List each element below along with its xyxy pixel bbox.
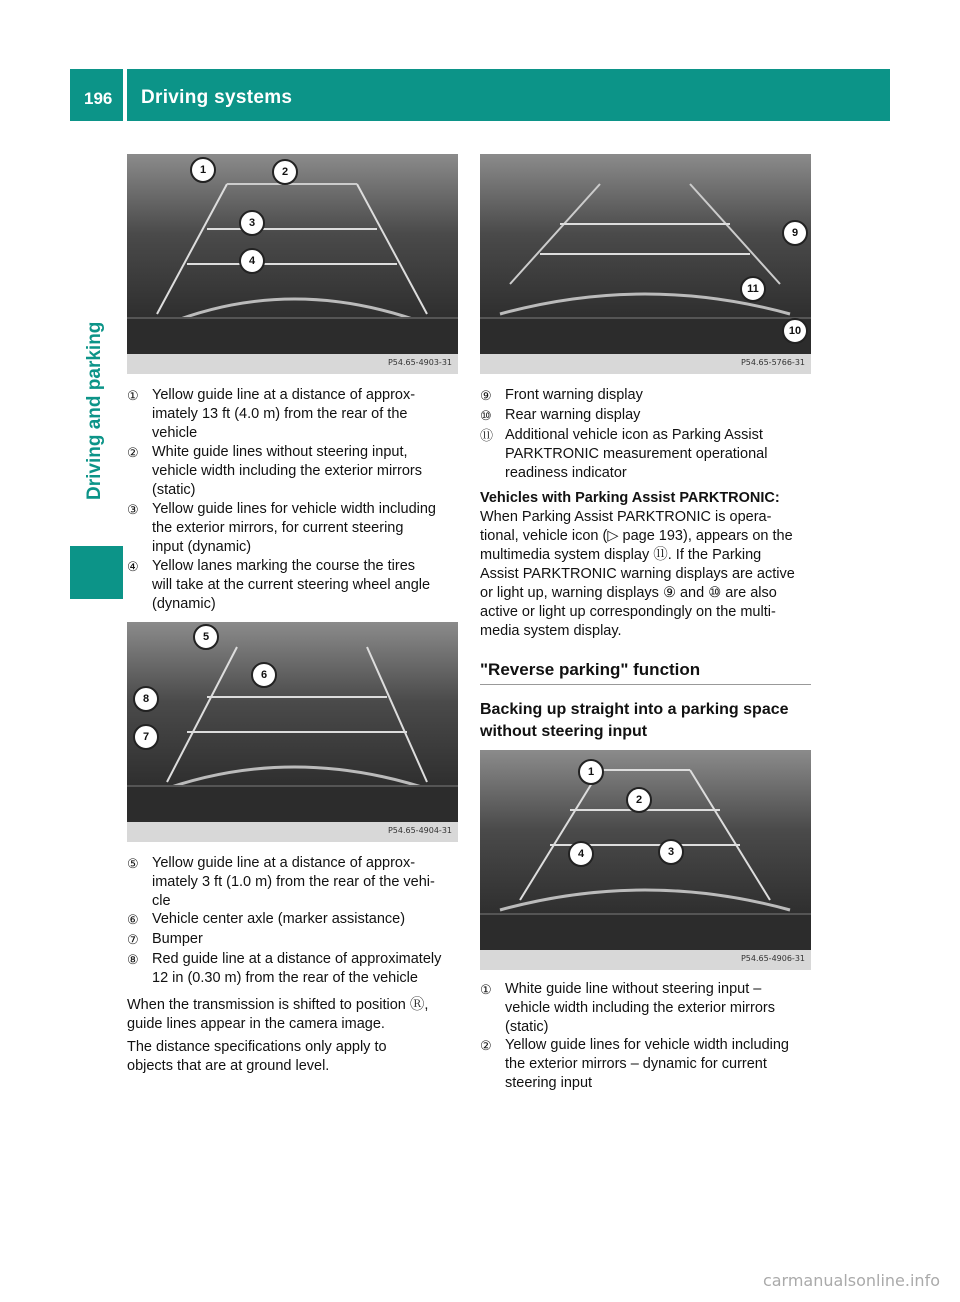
page-number-box [70,69,123,121]
section-title: "Reverse parking" function [480,660,701,679]
marker-1: 1 [190,157,216,183]
marker-4: 4 [239,248,265,274]
item-text: Bumper [152,931,203,947]
item-number: ③ [127,502,139,517]
item-text: Yellow guide line at a distance of approx- imately 13 ft (4.0 m) from the rear of the vehicle [152,387,416,441]
paragraph: When the transmission is shifted to position Ⓡ, guide lines appear in the camera image. [127,997,429,1032]
guide-lines [127,622,458,802]
item-number: ⑥ [127,912,139,927]
image-code: P54.65-4903-31 [387,358,452,367]
image-caption-bar [480,354,811,374]
marker-2: 2 [626,787,652,813]
camera-image-4 [480,750,811,970]
image-code: P54.65-5766-31 [740,358,805,367]
item-number: ① [480,982,492,997]
item-number: ⑦ [127,932,139,947]
item-number: ⑨ [480,388,492,403]
camera-toolbar [127,785,458,822]
marker-11: 11 [740,276,766,302]
paragraph: The distance specifications only apply to objects that are at ground level. [127,1039,387,1074]
image-caption-bar [480,950,811,970]
camera-image-3 [480,154,811,374]
section-divider [480,684,811,685]
item-text: Yellow lanes marking the course the tires will take at the current steering wheel angle (dynamic) [152,558,431,612]
item-text: Vehicle center axle (marker assistance) [152,911,406,927]
marker-8: 8 [133,686,159,712]
bold-heading: Vehicles with Parking Assist PARKTRONIC: [480,490,780,506]
item-text: White guide line without steering input – vehicle width including the exterior mirrors (static) [505,981,775,1035]
item-text: Yellow guide lines for vehicle width including the exterior mirrors, for current steering input (dynamic) [152,501,436,555]
item-number: ① [127,388,139,403]
marker-9: 9 [782,220,808,246]
item-number: ⑤ [127,856,139,871]
item-number: ② [127,445,139,460]
item-text: White guide lines without steering input, vehicle width including the exterior mirrors (static) [152,444,422,498]
side-tab-square [70,546,123,599]
marker-10: 10 [782,318,808,344]
item-text: Rear warning display [505,407,641,423]
image-code: P54.65-4906-31 [740,954,805,963]
header-bar [127,69,890,121]
marker-7: 7 [133,724,159,750]
item-number: ② [480,1038,492,1053]
item-text: Additional vehicle icon as Parking Assist PARKTRONIC measurement operational readiness indicator [505,427,768,481]
paragraph: When Parking Assist PARKTRONIC is opera- tional, vehicle icon (▷ page 193), appears on the multimedia system display ⑪. If the Parking Assist PARKTRONIC warning displays are active or light up, warning displays ⑨ and ⑩ are also active or light up correspondingly on the multi- media system display. [480,509,795,639]
camera-image-2 [127,622,458,842]
watermark: carmanualsonline.info [762,1271,940,1290]
camera-toolbar [127,317,458,354]
item-number: ⑧ [127,952,139,967]
image-code: P54.65-4904-31 [387,826,452,835]
camera-toolbar [480,913,811,950]
guide-lines [480,154,811,334]
page-number: 196 [84,89,113,108]
marker-3: 3 [239,210,265,236]
item-number: ④ [127,559,139,574]
marker-6: 6 [251,662,277,688]
item-number: ⑩ [480,408,492,423]
camera-toolbar [480,317,811,354]
subsection-title: Backing up straight into a parking space without steering input [480,701,789,740]
marker-4: 4 [568,841,594,867]
guide-lines [480,750,811,930]
item-text: Red guide line at a distance of approximately 12 in (0.30 m) from the rear of the vehicle [152,951,442,986]
marker-1: 1 [578,759,604,785]
marker-3: 3 [658,839,684,865]
image-caption-bar [127,822,458,842]
image-caption-bar [127,354,458,374]
item-text: Yellow guide line at a distance of approx- imately 3 ft (1.0 m) from the rear of the vehi- cle [152,855,435,909]
marker-2: 2 [272,159,298,185]
side-tab-label: Driving and parking [84,321,105,500]
item-text: Front warning display [505,387,643,403]
item-text: Yellow guide lines for vehicle width including the exterior mirrors – dynamic for current steering input [505,1037,789,1091]
item-number: ⑪ [480,428,494,443]
page-title: Driving systems [141,87,293,108]
marker-5: 5 [193,624,219,650]
camera-image-1 [127,154,458,374]
